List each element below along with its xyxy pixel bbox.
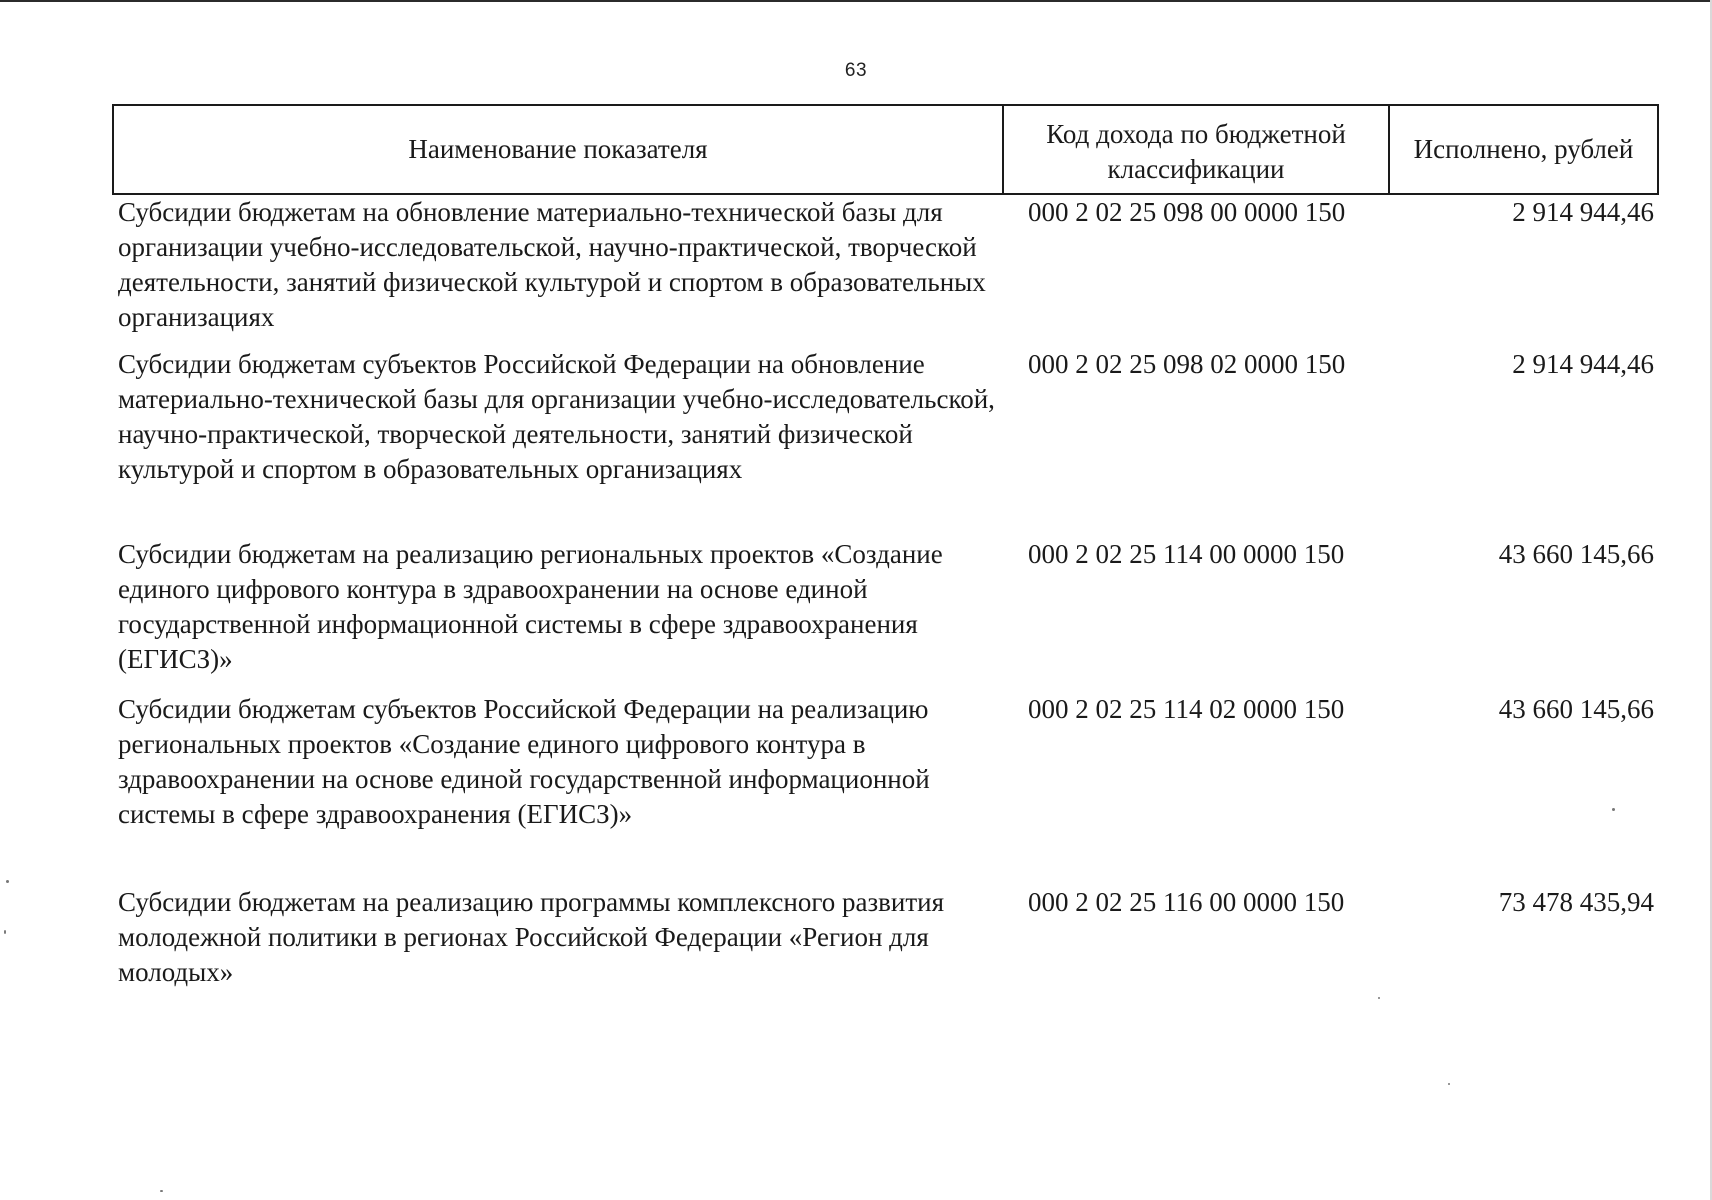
scan-speck — [1448, 1083, 1450, 1085]
revenue-code: 000 2 02 25 098 00 0000 150 — [1028, 197, 1346, 227]
header-name: Наименование показателя — [113, 105, 1003, 194]
table-header — [113, 105, 1658, 194]
scan-border-top — [0, 0, 1712, 2]
page-number — [0, 60, 1712, 82]
scan-speck — [1378, 997, 1380, 999]
revenue-code: 000 2 02 25 098 02 0000 150 — [1028, 349, 1346, 379]
table-row — [113, 347, 1658, 537]
revenue-code: 000 2 02 25 116 00 0000 150 — [1028, 887, 1345, 917]
header-code: Код дохода по бюджетной классификации — [1003, 105, 1389, 194]
indicator-name: Субсидии бюджетам субъектов Российской Федерации на обновление материально-технической базы для организации учебно-исследовательской, научно-практической, творческой деятельности, занятий физической культурой и спортом в образовательных организациях — [118, 349, 995, 484]
indicator-name: Субсидии бюджетам субъектов Российской Федерации на реализацию региональных проектов «Создание единого цифрового контура в здравоохранении на основе единой государственной информационной системы в сфере здравоохранения (ЕГИСЗ)» — [118, 694, 930, 829]
executed-amount: 43 660 145,66 — [1498, 694, 1654, 724]
indicator-name: Субсидии бюджетам на реализацию региональных проектов «Создание единого цифрового контура в здравоохранении на основе единой государственной информационной системы в сфере здравоохранения (ЕГИСЗ)» — [118, 539, 943, 674]
executed-amount: 2 914 944,46 — [1512, 349, 1654, 379]
scan-speck — [6, 880, 9, 883]
scan-speck — [160, 1190, 163, 1192]
table-row — [113, 537, 1658, 692]
page-number-text: 63 — [844, 60, 868, 81]
scan-speck — [1612, 808, 1615, 811]
revenue-code: 000 2 02 25 114 02 0000 150 — [1028, 694, 1345, 724]
table-body — [113, 194, 1658, 995]
revenue-table — [112, 104, 1659, 995]
indicator-name: Субсидии бюджетам на реализацию программы комплексного развития молодежной политики в регионах Российской Федерации «Регион для молодых» — [118, 887, 944, 987]
table-row — [113, 885, 1658, 995]
table-row — [113, 692, 1658, 885]
executed-amount: 73 478 435,94 — [1498, 887, 1654, 917]
indicator-name: Субсидии бюджетам на обновление материально-технической базы для организации учебно-исследовательской, научно-практической, творческой деятельности, занятий физической культурой и спортом в образовательных организациях — [118, 197, 986, 332]
header-row — [113, 105, 1658, 194]
executed-amount: 2 914 944,46 — [1512, 197, 1654, 227]
header-amount: Исполнено, рублей — [1389, 105, 1658, 194]
executed-amount: 43 660 145,66 — [1498, 539, 1654, 569]
scan-speck — [4, 930, 6, 934]
table-row — [113, 194, 1658, 347]
revenue-code: 000 2 02 25 114 00 0000 150 — [1028, 539, 1345, 569]
